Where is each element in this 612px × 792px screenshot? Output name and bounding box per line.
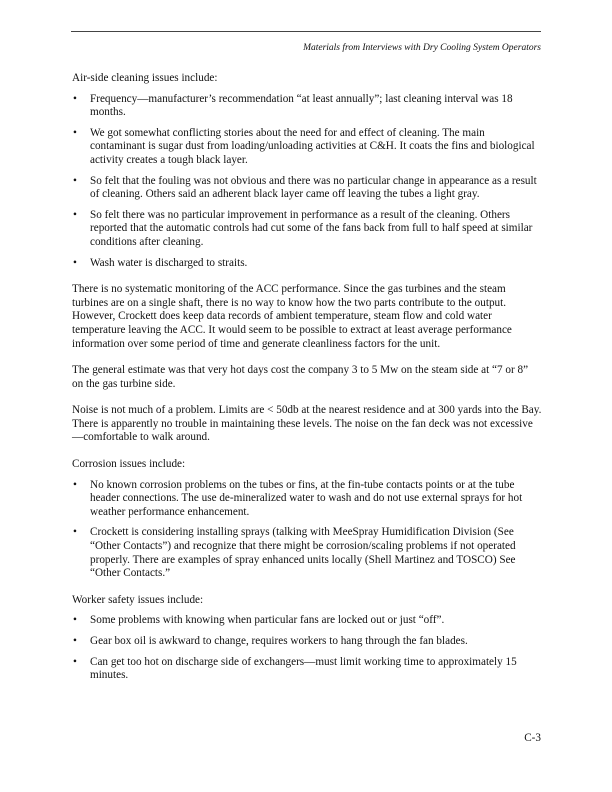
list-item xyxy=(72,479,542,520)
corrosion-lead: Corrosion issues include: xyxy=(72,458,186,471)
bullet-icon: • xyxy=(73,526,77,539)
list-item xyxy=(72,127,542,168)
list-item-text: Some problems with knowing when particular fans are locked out or just “off”. xyxy=(90,614,445,627)
safety-list xyxy=(72,614,542,682)
list-item-text: So felt that the fouling was not obvious and there was no particular change in appearance as a result of cleaning. Others said an adherent black layer came off leaving the tubes a light gray. xyxy=(90,174,537,201)
airside-lead: Air-side cleaning issues include: xyxy=(72,72,218,84)
list-item xyxy=(72,175,542,202)
bullet-icon: • xyxy=(73,655,77,668)
list-item xyxy=(72,526,542,580)
paragraph-noise: Noise is not much of a problem. Limits are < 50db at the nearest residence and at 300 yards into the Bay. There is apparently no trouble in maintaining these levels. The noise on the fan deck was not excessive—comfortable to walk around. xyxy=(72,404,542,444)
bullet-icon: • xyxy=(73,174,77,187)
list-item xyxy=(72,209,542,250)
list-item-text: So felt there was no particular improvement in performance as a result of the cleaning. Others reported that the automatic controls had cut some of the fans back from full to half speed at similar conditions after cleaning. xyxy=(90,208,533,248)
list-item xyxy=(72,257,542,271)
paragraph-monitoring: There is no systematic monitoring of the ACC performance. Since the gas turbines and the steam turbines are on a single shaft, there is no way to know how the two parts contribute to the output. However, Crockett does keep data records of ambient temperature, steam flow and cold water temperature leaving the ACC. It would seem to be possible to extract at least average performance information over some period of time and generate cleanliness factors for the unit. xyxy=(72,283,512,350)
bullet-icon: • xyxy=(73,126,77,139)
list-item-text: Gear box oil is awkward to change, requires workers to hang through the fan blades. xyxy=(90,635,468,647)
list-item-text: Frequency—manufacturer’s recommendation “at least annually”; last cleaning interval was 18 months. xyxy=(90,92,513,119)
bullet-icon: • xyxy=(73,478,77,491)
list-item xyxy=(72,656,542,683)
list-item xyxy=(72,614,542,628)
page-number: C-3 xyxy=(524,732,541,744)
header-rule xyxy=(71,31,541,32)
list-item-text: We got somewhat conflicting stories about the need for and effect of cleaning. The main contaminant is sugar dust from loading/unloading activities at C&H. It coats the fins and biological activity creates a tough black layer. xyxy=(90,126,535,166)
list-item-text: No known corrosion problems on the tubes or fins, at the fin-tube contacts points or at the tube header connections. The use de-mineralized water to wash and do not use external sprays for hot weather performance enhancement. xyxy=(90,478,523,518)
list-item-text: Crockett is considering installing sprays (talking with MeeSpray Humidification Division (See “Other Contacts”) and recognize that there might be corrosion/scaling problems if not operated properly. There are examples of spray enhanced units locally (Shell Martinez and TOSCO) See “Other Contacts.” xyxy=(90,526,516,580)
corrosion-list xyxy=(72,479,542,581)
bullet-icon: • xyxy=(73,208,77,221)
bullet-icon: • xyxy=(73,92,77,105)
list-item-text: Can get too hot on discharge side of exchangers—must limit working time to approximately 15 minutes. xyxy=(90,655,517,682)
list-item-text: Wash water is discharged to straits. xyxy=(90,256,248,269)
safety-lead: Worker safety issues include: xyxy=(72,593,204,606)
list-item xyxy=(72,93,542,120)
list-item xyxy=(72,635,542,649)
page-body xyxy=(72,72,542,690)
bullet-icon: • xyxy=(73,256,77,269)
bullet-icon: • xyxy=(73,635,77,647)
paragraph-hot-days: The general estimate was that very hot days cost the company 3 to 5 Mw on the steam side at “7 or 8” on the gas turbine side. xyxy=(72,364,529,390)
airside-list xyxy=(72,93,542,271)
running-header: Materials from Interviews with Dry Cooling System Operators xyxy=(303,43,541,53)
bullet-icon: • xyxy=(73,614,77,627)
